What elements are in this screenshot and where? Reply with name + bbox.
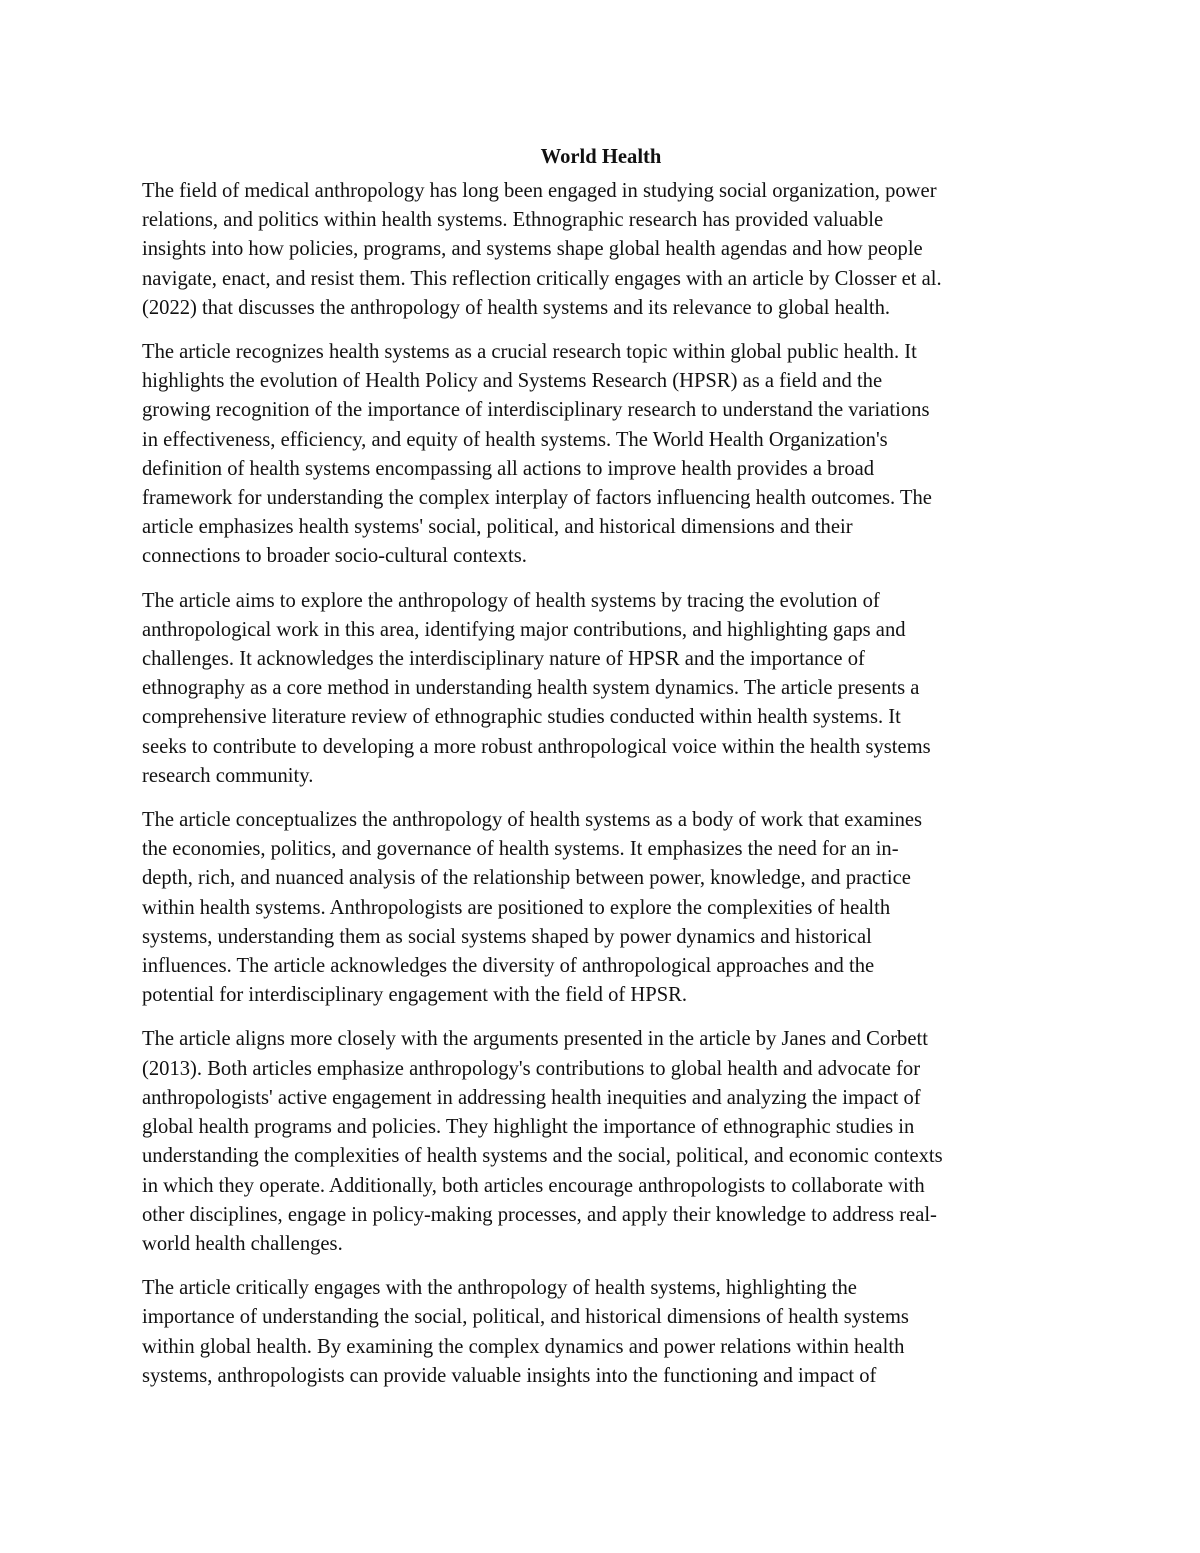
paragraph — [142, 338, 1060, 572]
text-line: anthropological work in this area, identifying major contributions, and highlighting gaps and — [142, 618, 906, 641]
text-line: the economies, politics, and governance of health systems. It emphasizes the need for an in- — [142, 838, 899, 861]
text-line: (2022) that discusses the anthropology of health systems and its relevance to global health. — [142, 296, 891, 319]
text-line: depth, rich, and nuanced analysis of the relationship between power, knowledge, and practice — [142, 867, 911, 890]
text-line: The article conceptualizes the anthropology of health systems as a body of work that examines — [142, 809, 923, 832]
text-line: challenges. It acknowledges the interdisciplinary nature of HPSR and the importance of — [142, 648, 865, 671]
text-line: importance of understanding the social, political, and historical dimensions of health systems — [142, 1306, 909, 1329]
text-line: research community. — [142, 764, 314, 787]
text-line: definition of health systems encompassing all actions to improve health provides a broad — [142, 457, 875, 480]
document-page — [142, 140, 1060, 1406]
text-line: comprehensive literature review of ethnographic studies conducted within health systems. It — [142, 706, 901, 729]
text-line: understanding the complexities of health systems and the social, political, and economic contexts — [142, 1145, 943, 1168]
text-line: The article critically engages with the anthropology of health systems, highlighting the — [142, 1277, 857, 1300]
text-line: framework for understanding the complex interplay of factors influencing health outcomes. The — [142, 487, 932, 510]
text-line: relations, and politics within health systems. Ethnographic research has provided valuable — [142, 209, 884, 232]
text-line: highlights the evolution of Health Policy and Systems Research (HPSR) as a field and the — [142, 370, 883, 393]
text-line: within global health. By examining the complex dynamics and power relations within health — [142, 1335, 905, 1358]
text-line: The article aligns more closely with the arguments presented in the article by Janes and Corbett — [142, 1028, 928, 1051]
text-line: (2013). Both articles emphasize anthropology's contributions to global health and advocate for — [142, 1057, 921, 1080]
text-line: in effectiveness, efficiency, and equity of health systems. The World Health Organization's — [142, 428, 888, 451]
text-line: The article aims to explore the anthropology of health systems by tracing the evolution of — [142, 589, 880, 612]
text-line: The field of medical anthropology has long been engaged in studying social organization, power — [142, 180, 937, 202]
text-line: in which they operate. Additionally, both articles encourage anthropologists to collaborate with — [142, 1174, 925, 1197]
text-line: article emphasizes health systems' social, political, and historical dimensions and their — [142, 516, 853, 539]
text-line: insights into how policies, programs, and systems shape global health agendas and how people — [142, 238, 923, 261]
paragraph — [142, 177, 1060, 323]
text-line: connections to broader socio-cultural contexts. — [142, 545, 527, 568]
paragraph — [142, 1025, 1060, 1259]
paragraph — [142, 587, 1060, 791]
document-body — [142, 177, 1060, 1391]
text-line: ethnography as a core method in understanding health system dynamics. The article presents a — [142, 677, 920, 700]
text-line: world health challenges. — [142, 1232, 343, 1255]
text-line: within health systems. Anthropologists are positioned to explore the complexities of health — [142, 896, 891, 919]
text-line: seeks to contribute to developing a more robust anthropological voice within the health systems — [142, 735, 931, 758]
text-line: potential for interdisciplinary engagement with the field of HPSR. — [142, 984, 688, 1007]
paragraph — [142, 1274, 1060, 1391]
text-line: systems, anthropologists can provide valuable insights into the functioning and impact of — [142, 1364, 877, 1387]
text-line: global health programs and policies. They highlight the importance of ethnographic studies in — [142, 1116, 915, 1139]
text-line: The article recognizes health systems as a crucial research topic within global public health. It — [142, 341, 917, 364]
text-line: systems, understanding them as social systems shaped by power dynamics and historical — [142, 925, 872, 948]
text-line: influences. The article acknowledges the diversity of anthropological approaches and the — [142, 955, 875, 978]
text-line: navigate, enact, and resist them. This reflection critically engages with an article by Closser et al. — [142, 267, 942, 290]
paragraph — [142, 806, 1060, 1010]
text-line: other disciplines, engage in policy-making processes, and apply their knowledge to address real- — [142, 1203, 937, 1226]
text-line: growing recognition of the importance of interdisciplinary research to understand the variations — [142, 399, 930, 422]
text-line: anthropologists' active engagement in addressing health inequities and analyzing the impact of — [142, 1086, 921, 1109]
document-title: World Health — [540, 146, 662, 168]
